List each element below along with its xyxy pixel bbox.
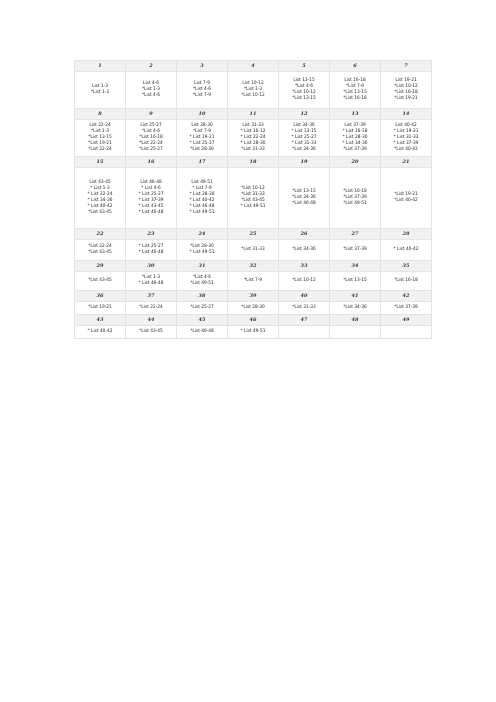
- day-number: 25: [228, 229, 279, 240]
- list-entry: List 4-6: [143, 80, 159, 86]
- list-entry: *List 10-12: [394, 83, 418, 89]
- list-entry: *List 10-12: [292, 90, 316, 95]
- list-entry: *List 19-21: [88, 304, 112, 310]
- day-number: 15: [75, 157, 126, 168]
- review-list-row: [75, 302, 432, 315]
- list-entry: * List 25-27: [189, 141, 215, 147]
- list-entry: List 37-39: [344, 122, 366, 128]
- review-list-row: [75, 168, 432, 229]
- list-entry: * List 25-27: [291, 134, 317, 140]
- day-number: 46: [228, 315, 279, 326]
- review-list-row: [75, 120, 432, 157]
- day-cell: [381, 72, 432, 109]
- list-entry: *List 4-6: [294, 83, 314, 89]
- list-entry: *List 43-45: [88, 277, 112, 283]
- list-entry: *List 28-30: [190, 243, 214, 249]
- list-entry: * List 31-33: [393, 134, 419, 140]
- list-entry: *List 28-30: [241, 304, 265, 310]
- day-number: 5: [279, 61, 330, 72]
- day-number: 17: [177, 157, 228, 168]
- list-entry: *List 43-45: [88, 250, 112, 255]
- day-cell: [177, 72, 228, 109]
- list-entry: *List 49-51: [343, 201, 367, 207]
- day-cell: [381, 302, 432, 315]
- list-entry: *List 34-36: [292, 147, 316, 153]
- day-cell: [126, 72, 177, 109]
- day-cell: [330, 326, 381, 339]
- list-entry: *List 10-12: [241, 185, 265, 191]
- day-cell: [330, 272, 381, 291]
- day-cell: [330, 72, 381, 109]
- day-number: 38: [177, 291, 228, 302]
- list-entry: *List 1-3: [243, 86, 263, 92]
- list-entry: * List 46-48: [138, 250, 164, 255]
- list-entry: *List 25-27: [190, 304, 214, 310]
- day-cell: [381, 240, 432, 261]
- day-cell: [75, 168, 126, 229]
- list-entry: *List 7-9: [192, 93, 212, 99]
- day-cell: [279, 72, 330, 109]
- day-cell: [75, 120, 126, 157]
- day-number: 16: [126, 157, 177, 168]
- list-entry: *List 43-45: [241, 198, 265, 203]
- list-entry: * List 40-42: [393, 246, 419, 252]
- list-entry: *List 31-33: [241, 246, 265, 252]
- day-number: 10: [177, 109, 228, 120]
- study-schedule-table: [74, 60, 432, 339]
- day-cell: [228, 302, 279, 315]
- day-cell: [126, 240, 177, 261]
- day-number: 22: [75, 229, 126, 240]
- list-entry: *List 16-18: [394, 277, 418, 283]
- day-number: 24: [177, 229, 228, 240]
- day-number: 20: [330, 157, 381, 168]
- day-cell: [279, 120, 330, 157]
- day-cell: [228, 240, 279, 261]
- day-number: 19: [279, 157, 330, 168]
- list-entry: *List 1-3: [90, 128, 110, 134]
- list-entry: List 13-15: [293, 77, 315, 83]
- list-entry: *List 43-45: [88, 210, 112, 216]
- day-cell: [126, 302, 177, 315]
- list-entry: * List 49-51: [189, 250, 215, 255]
- day-number-row: [75, 157, 432, 168]
- day-number: 1: [75, 61, 126, 72]
- list-entry: *List 22-24: [88, 147, 112, 153]
- list-entry: *List 46-48: [190, 328, 214, 334]
- list-entry: *List 19-21: [394, 191, 418, 197]
- day-cell: [381, 326, 432, 339]
- list-entry: *List 13-15: [292, 96, 316, 102]
- day-cell: [75, 272, 126, 291]
- day-number: 32: [228, 261, 279, 272]
- list-entry: List 49-51: [191, 179, 213, 185]
- day-number: 4: [228, 61, 279, 72]
- list-entry: * List 28-30: [342, 134, 368, 140]
- day-number: 41: [330, 291, 381, 302]
- day-cell: [330, 240, 381, 261]
- list-entry: * List 25-27: [138, 243, 164, 249]
- list-entry: *List 31-33: [241, 191, 265, 197]
- day-cell: [279, 302, 330, 315]
- day-number: 40: [279, 291, 330, 302]
- day-number: 14: [381, 109, 432, 120]
- list-entry: *List 43-45: [139, 328, 163, 334]
- list-entry: * List 4-6: [141, 185, 161, 191]
- list-entry: List 7-9: [194, 80, 210, 86]
- list-entry: *List 16-18: [139, 134, 163, 140]
- day-cell: [75, 72, 126, 109]
- list-entry: *List 13-15: [343, 90, 367, 95]
- day-number: 48: [330, 315, 381, 326]
- day-number: 8: [75, 109, 126, 120]
- day-cell: [279, 326, 330, 339]
- day-number: 43: [75, 315, 126, 326]
- day-cell: [228, 72, 279, 109]
- list-entry: *List 37-39: [394, 304, 418, 310]
- day-number: 31: [177, 261, 228, 272]
- list-entry: *List 22-24: [139, 141, 163, 147]
- list-entry: List 40-42: [395, 122, 417, 128]
- list-entry: *List 13-15: [88, 134, 112, 140]
- list-entry: *List 16-18: [343, 96, 367, 102]
- list-entry: List 10-12: [242, 80, 264, 86]
- day-cell: [228, 168, 279, 229]
- day-number: 34: [330, 261, 381, 272]
- day-number: 29: [75, 261, 126, 272]
- day-cell: [381, 168, 432, 229]
- list-entry: List 22-24: [89, 122, 111, 128]
- day-cell: [381, 120, 432, 157]
- day-cell: [330, 120, 381, 157]
- day-number-row: [75, 291, 432, 302]
- list-entry: * List 37-39: [393, 141, 419, 147]
- day-cell: [75, 302, 126, 315]
- list-entry: *List 40-42: [394, 198, 418, 203]
- list-entry: * List 37-39: [138, 198, 164, 203]
- list-entry: *List 16-18: [343, 188, 367, 194]
- list-entry: *List 31-33: [292, 304, 316, 310]
- list-entry: * List 49-51: [189, 210, 215, 216]
- list-entry: * List 46-48: [138, 210, 164, 216]
- list-entry: * List 46-48: [189, 204, 215, 210]
- list-entry: *List 7-9: [345, 83, 365, 89]
- day-cell: [177, 240, 228, 261]
- list-entry: * List 40-42: [189, 198, 215, 203]
- day-cell: [177, 120, 228, 157]
- day-number: 18: [228, 157, 279, 168]
- list-entry: List 28-30: [191, 122, 213, 128]
- list-entry: *List 4-6: [192, 86, 212, 92]
- day-cell: [177, 302, 228, 315]
- day-cell: [330, 302, 381, 315]
- list-entry: *List 1-3: [141, 86, 161, 92]
- list-entry: *List 37-39: [343, 194, 367, 200]
- day-number: 49: [381, 315, 432, 326]
- day-number: 13: [330, 109, 381, 120]
- day-number: 2: [126, 61, 177, 72]
- review-list-row: [75, 72, 432, 109]
- day-cell: [177, 272, 228, 291]
- day-number-row: [75, 109, 432, 120]
- list-entry: * List 25-27: [138, 191, 164, 197]
- list-entry: *List 19-21: [88, 141, 112, 147]
- list-entry: *List 31-33: [241, 147, 265, 153]
- day-number: 3: [177, 61, 228, 72]
- list-entry: *List 16-18: [394, 90, 418, 95]
- day-cell: [381, 272, 432, 291]
- list-entry: * List 46-48: [138, 281, 164, 286]
- list-entry: List 25-27: [140, 122, 162, 128]
- review-list-row: [75, 272, 432, 291]
- list-entry: * List 13-15: [291, 128, 317, 134]
- day-cell: [177, 326, 228, 339]
- review-list-row: [75, 326, 432, 339]
- list-entry: * List 7-9: [192, 185, 212, 191]
- list-entry: * List 49-51: [240, 328, 266, 334]
- list-entry: *List 4-6: [141, 128, 161, 134]
- list-entry: *List 19-21: [394, 96, 418, 102]
- list-entry: * List 40-42: [87, 204, 113, 210]
- day-number: 7: [381, 61, 432, 72]
- list-entry: *List 25-27: [139, 147, 163, 153]
- list-entry: *List 22-24: [139, 304, 163, 310]
- day-cell: [279, 272, 330, 291]
- list-entry: List 1-3: [92, 83, 108, 89]
- day-number-row: [75, 261, 432, 272]
- list-entry: * List 43-45: [138, 204, 164, 210]
- list-entry: *List 13-15: [343, 277, 367, 283]
- day-number: 44: [126, 315, 177, 326]
- list-entry: List 31-33: [242, 122, 264, 128]
- day-number: 30: [126, 261, 177, 272]
- list-entry: *List 1-3: [90, 90, 110, 95]
- day-number: 12: [279, 109, 330, 120]
- day-cell: [75, 240, 126, 261]
- day-number: 28: [381, 229, 432, 240]
- day-number: 47: [279, 315, 330, 326]
- list-entry: * List 49-51: [240, 204, 266, 210]
- list-entry: *List 40-42: [394, 147, 418, 153]
- list-entry: * List 19-21: [189, 134, 215, 140]
- day-cell: [75, 326, 126, 339]
- day-cell: [126, 168, 177, 229]
- list-entry: List 46-48: [140, 179, 162, 185]
- list-entry: *List 34-36: [292, 194, 316, 200]
- day-cell: [126, 326, 177, 339]
- list-entry: * List 31-33: [291, 141, 317, 147]
- list-entry: * List 28-30: [189, 191, 215, 197]
- list-entry: *List 34-36: [292, 246, 316, 252]
- list-entry: *List 1-3: [141, 274, 161, 280]
- day-number: 21: [381, 157, 432, 168]
- day-number: 23: [126, 229, 177, 240]
- day-cell: [126, 120, 177, 157]
- day-number: 11: [228, 109, 279, 120]
- day-number: 39: [228, 291, 279, 302]
- list-entry: * List 40-42: [87, 328, 113, 334]
- day-number: 42: [381, 291, 432, 302]
- list-entry: List 43-45: [89, 179, 111, 185]
- list-entry: * List 19-21: [393, 128, 419, 134]
- list-entry: *List 10-12: [292, 277, 316, 283]
- list-entry: *List 37-39: [343, 246, 367, 252]
- list-entry: *List 49-51: [190, 281, 214, 286]
- review-list-row: [75, 240, 432, 261]
- list-entry: *List 28-30: [190, 147, 214, 153]
- day-number: 6: [330, 61, 381, 72]
- day-cell: [330, 168, 381, 229]
- list-entry: *List 7-9: [192, 128, 212, 134]
- list-entry: * List 16-18: [342, 128, 368, 134]
- day-cell: [228, 326, 279, 339]
- list-entry: *List 4-6: [192, 274, 212, 280]
- list-entry: List 19-21: [395, 77, 417, 83]
- day-number-row: [75, 61, 432, 72]
- day-cell: [228, 120, 279, 157]
- list-entry: *List 4-6: [141, 93, 161, 99]
- schedule-body: [75, 61, 432, 339]
- list-entry: *List 22-24: [88, 243, 112, 249]
- day-number-row: [75, 315, 432, 326]
- list-entry: * List 34-36: [342, 141, 368, 147]
- list-entry: * List 28-30: [240, 141, 266, 147]
- list-entry: * List 10-12: [240, 128, 266, 134]
- day-number: 33: [279, 261, 330, 272]
- day-number: 45: [177, 315, 228, 326]
- list-entry: * List 22-24: [240, 134, 266, 140]
- day-cell: [177, 168, 228, 229]
- day-number-row: [75, 229, 432, 240]
- day-number: 36: [75, 291, 126, 302]
- list-entry: *List 34-36: [343, 304, 367, 310]
- list-entry: * List 1-3: [90, 185, 110, 191]
- day-cell: [279, 168, 330, 229]
- day-cell: [228, 272, 279, 291]
- list-entry: *List 37-39: [343, 147, 367, 153]
- list-entry: List 34-36: [293, 122, 315, 128]
- day-cell: [279, 240, 330, 261]
- day-cell: [126, 272, 177, 291]
- list-entry: *List 10-12: [241, 93, 265, 99]
- day-number: 35: [381, 261, 432, 272]
- list-entry: *List 7-9: [243, 277, 263, 283]
- day-number: 37: [126, 291, 177, 302]
- day-number: 26: [279, 229, 330, 240]
- list-entry: *List 46-48: [292, 201, 316, 207]
- list-entry: List 16-18: [344, 77, 366, 83]
- day-number: 9: [126, 109, 177, 120]
- list-entry: * List 22-24: [87, 191, 113, 197]
- list-entry: * List 34-36: [87, 198, 113, 203]
- day-number: 27: [330, 229, 381, 240]
- list-entry: *List 13-15: [292, 188, 316, 194]
